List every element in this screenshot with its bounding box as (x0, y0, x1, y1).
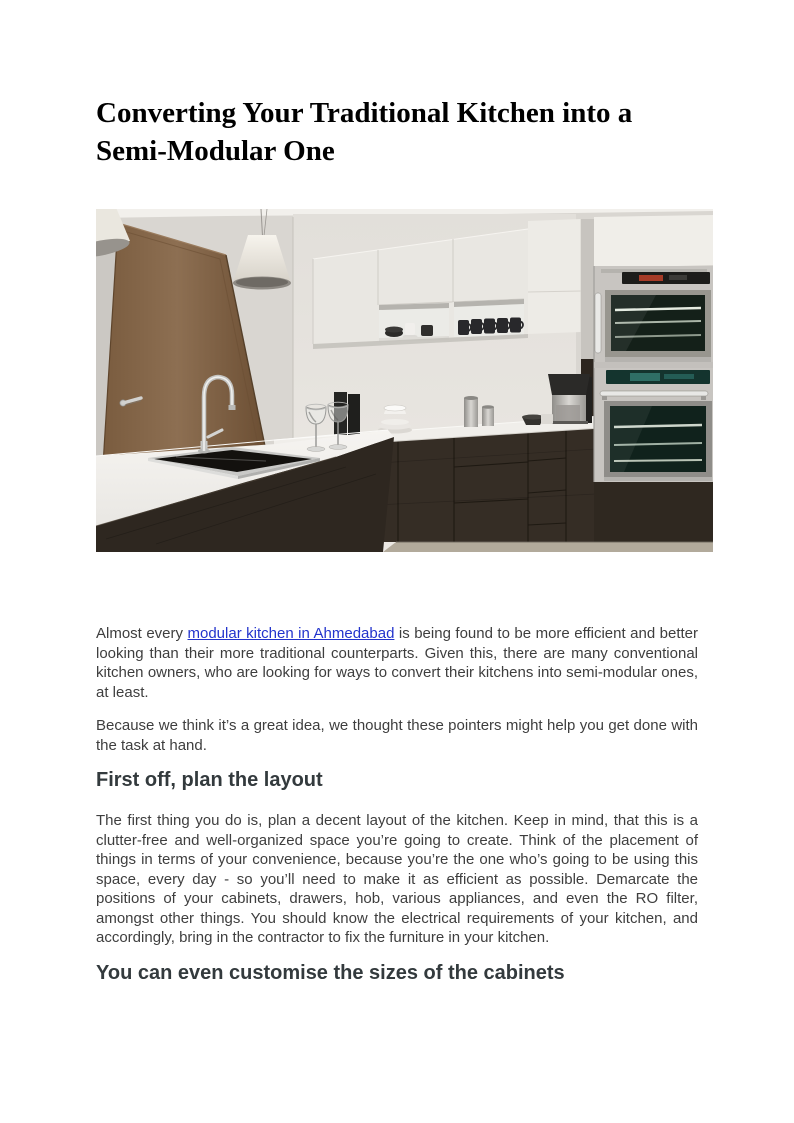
open-shelf-right (449, 299, 524, 338)
open-shelf-left (379, 303, 449, 342)
kitchen-photo-svg (96, 209, 713, 552)
intro-text-pre: Almost every (96, 625, 188, 642)
article-body (96, 624, 698, 985)
paragraph-intro (96, 624, 698, 702)
floor (383, 542, 713, 552)
heading-customise-cabinet-sizes: You can even customise the sizes of the cabinets (96, 961, 565, 984)
wall-oven-stack (594, 215, 713, 542)
mugs (458, 318, 521, 336)
paragraph-pointers: Because we think it’s a great idea, we thought these pointers might help you get done with the task at hand. (96, 717, 698, 754)
heading-plan-the-layout: First off, plan the layout (96, 769, 323, 791)
kitchen-image (96, 209, 713, 552)
link-modular-kitchen-ahmedabad[interactable]: modular kitchen in Ahmedabad (187, 625, 395, 642)
intro-text-post: is being found to be more efficient and better looking than their more traditional counterparts. Given this, there are many conventional kitchen owners, who are looking for ways to convert their kitchens into semi-modular ones, at least. (96, 625, 699, 701)
page-title: Converting Your Traditional Kitchen into a Semi-Modular One (96, 97, 633, 167)
paragraph-plan-the-layout: The first thing you do is, plan a decent layout of the kitchen. Keep in mind, that this is a clutter-free and well-organized space you’re going to create. Think of the placement of things in terms of your convenience, because you’re the one who’s going to be using this space, every day - so you’ll need to make it as efficient as possible. Demarcate the positions of your cabinets, drawers, hob, various appliances, and even the RO filter, amongst other things. You should know the electrical requirements of your kitchen, and accordingly, bring in the contractor to fix the furniture in your kitchen. (96, 812, 698, 946)
